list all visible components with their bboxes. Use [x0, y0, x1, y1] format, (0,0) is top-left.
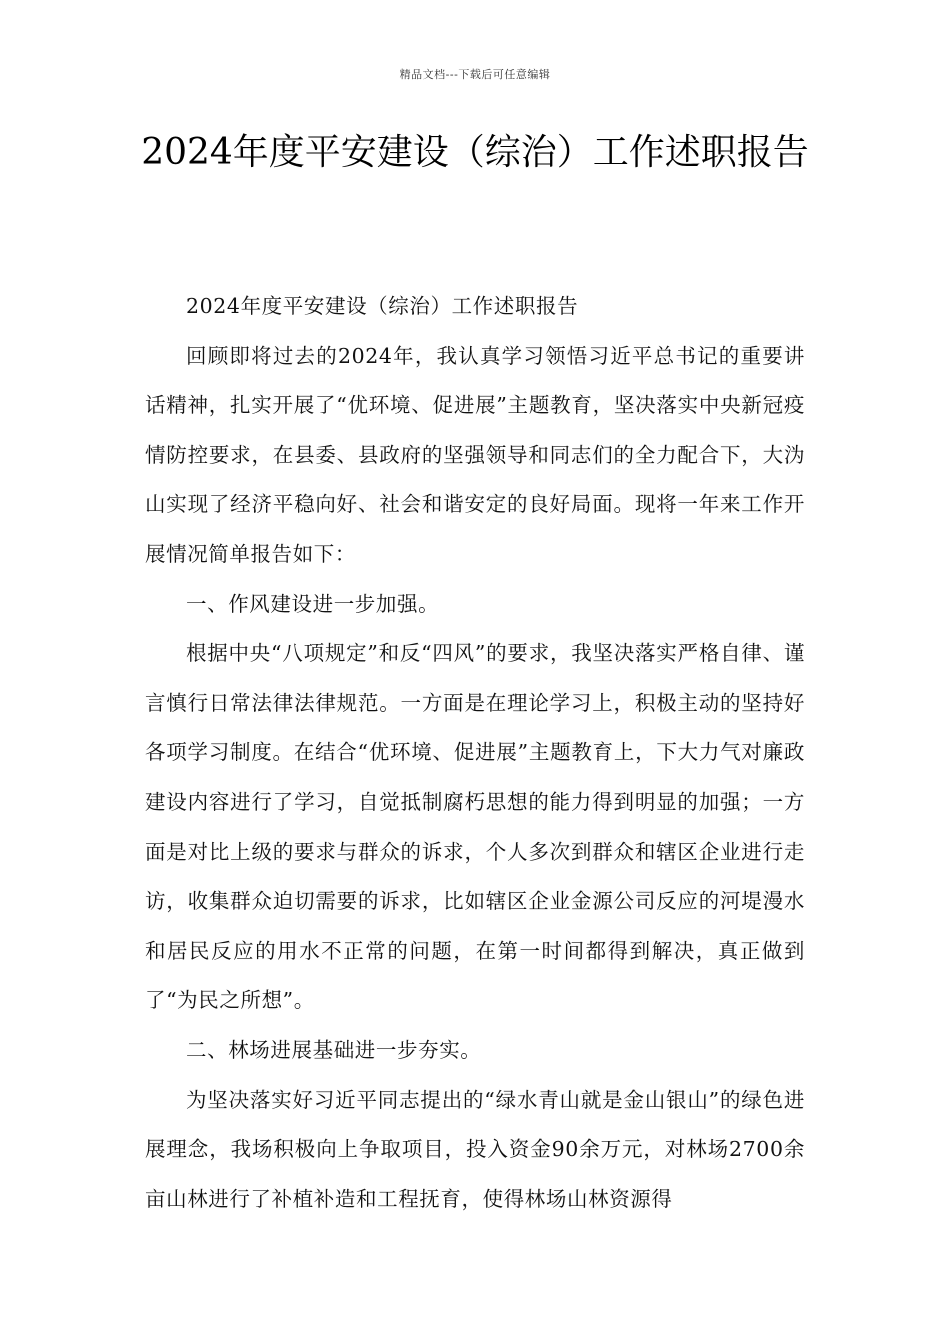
paragraph-section-1: 根据中央“八项规定”和反“四风”的要求，我坚决落实严格自律、谨言慎行日常法律法律规范。一方面是在理论学习上，积极主动的坚持好各项学习制度。在结合“优环境、促进展”主题教育上，下大力气对廉政建设内容进行了学习，自觉抵制腐朽思想的能力得到明显的加强；一方面是对比上级的要求与群众的诉求，个人多次到群众和辖区企业进行走访，收集群众迫切需要的诉求，比如辖区企业金源公司反应的河堤漫水和居民反应的用水不正常的问题，在第一时间都得到解决，真正做到了“为民之所想”。 [145, 641, 805, 1013]
paragraph-intro: 回顾即将过去的2024年，我认真学习领悟习近平总书记的重要讲话精神，扎实开展了“优环境、促进展”主题教育，坚决落实中央新冠疫情防控要求，在县委、县政府的坚强领导和同志们的全力配合下，大沩山实现了经济平稳向好、社会和谐安定的良好局面。现将一年来工作开展情况简单报告如下： [145, 343, 805, 566]
section-heading-2: 二、林场进展基础进一步夯实。 [186, 1037, 482, 1062]
header-note: 精品文档---下载后可任意编辑 [399, 68, 551, 81]
document-title: 2024年度平安建设（综治）工作述职报告 [141, 132, 809, 173]
paragraph-section-2: 为坚决落实好习近平同志提出的“绿水青山就是金山银山”的绿色进展理念，我场积极向上争取项目，投入资金90余万元，对林场2700余亩山林进行了补植补造和工程抚育，使得林场山林资源得 [145, 1087, 805, 1211]
paragraph-subtitle: 2024年度平安建设（综治）工作述职报告 [186, 294, 579, 318]
section-heading-1: 一、作风建设进一步加强。 [186, 591, 440, 616]
document-body [145, 282, 805, 1224]
